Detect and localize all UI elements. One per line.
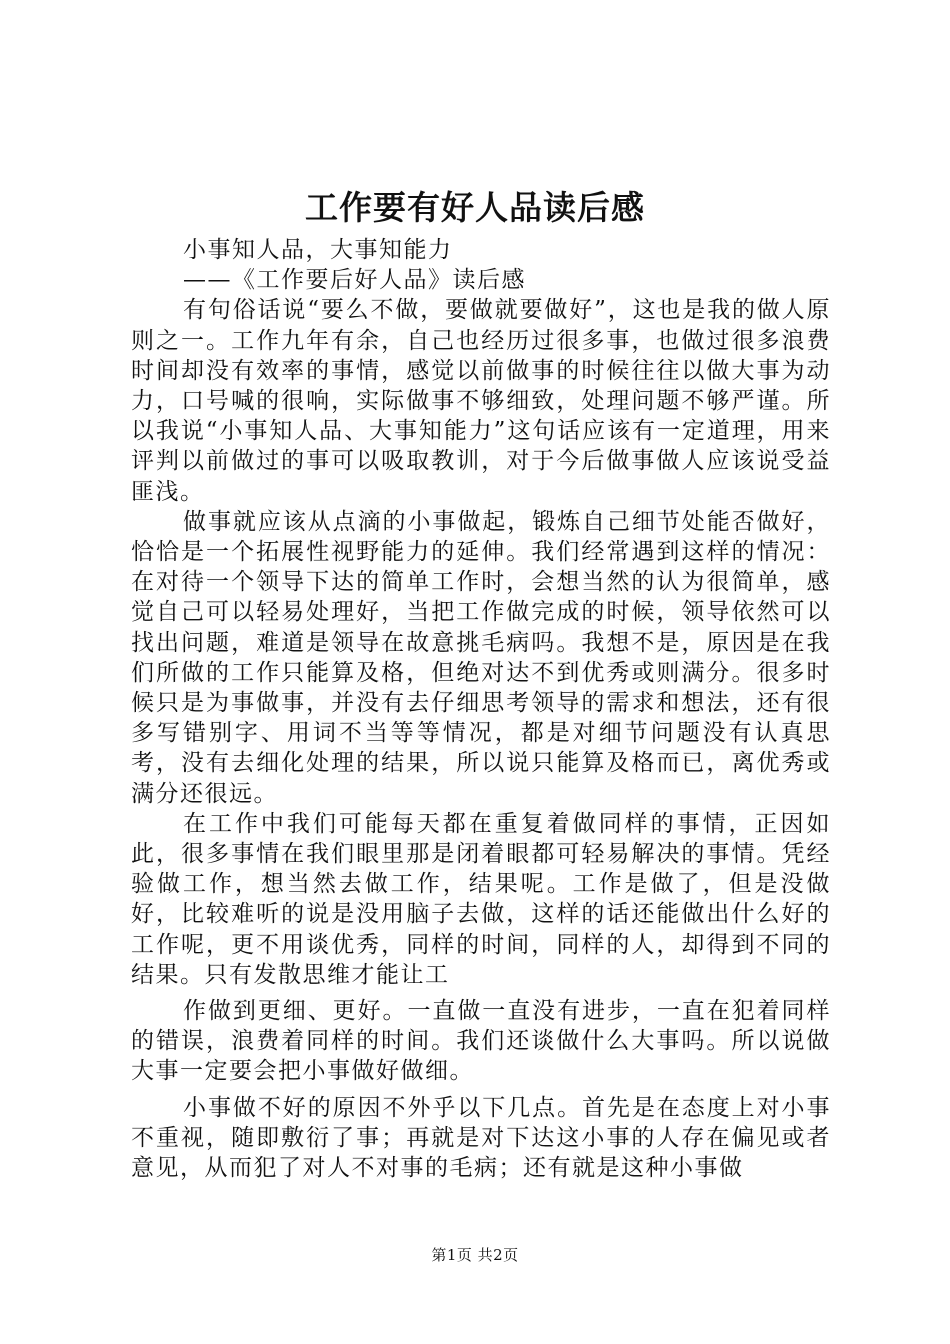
paragraph-3: 在工作中我们可能每天都在重复着做同样的事情，正因如此，很多事情在我们眼里那是闭着眼都可轻易解决的事情。凭经验做工作，想当然去做工作，结果呢。工作是做了，但是没做好，比较难听的说是没用脑子去做，这样的话还能做出什么好的工作呢，更不用谈优秀，同样的时间，同样的人，却得到不同的结果。只有发散思维才能让工 [131, 810, 831, 988]
document-body [131, 235, 831, 1183]
paragraph-4: 作做到更细、更好。一直做一直没有进步，一直在犯着同样的错误，浪费着同样的时间。我们还谈做什么大事吗。所以说做大事一定要会把小事做好做细。 [131, 998, 831, 1085]
paragraph-2: 做事就应该从点滴的小事做起，锻炼自己细节处能否做好，恰恰是一个拓展性视野能力的延伸。我们经常遇到这样的情况：在对待一个领导下达的简单工作时，会想当然的认为很简单，感觉自己可以轻易处理好，当把工作做完成的时候，领导依然可以找出问题，难道是领导在故意挑毛病吗。我想不是，原因是在我们所做的工作只能算及格，但绝对达不到优秀或则满分。很多时候只是为事做事，并没有去仔细思考领导的需求和想法，还有很多写错别字、用词不当等等情况，都是对细节问题没有认真思考，没有去细化处理的结果，所以说只能算及格而已，离优秀或满分还很远。 [131, 508, 831, 807]
paragraph-1: 有句俗话说“要么不做，要做就要做好”，这也是我的做人原则之一。工作九年有余，自己也经历过很多事，也做过很多浪费时间却没有效率的事情，感觉以前做事的时候往往以做大事为动力，口号喊的很响，实际做事不够细致，处理问题不够严谨。所以我说“小事知人品、大事知能力”这句话应该有一定道理，用来评判以前做过的事可以吸取教训，对于今后做事做人应该说受益匪浅。 [131, 297, 831, 505]
subtitle-line-2: ——《工作要后好人品》读后感 [183, 267, 526, 294]
subtitle-line-1: 小事知人品，大事知能力 [183, 237, 453, 263]
paragraph-5: 小事做不好的原因不外乎以下几点。首先是在态度上对小事不重视，随即敷衍了事；再就是对下达这小事的人存在偏见或者意见，从而犯了对人不对事的毛病；还有就是这种小事做 [131, 1094, 831, 1182]
page-footer: 第1页 共2页 [431, 1246, 519, 1264]
document-title: 工作要有好人品读后感 [305, 188, 645, 227]
